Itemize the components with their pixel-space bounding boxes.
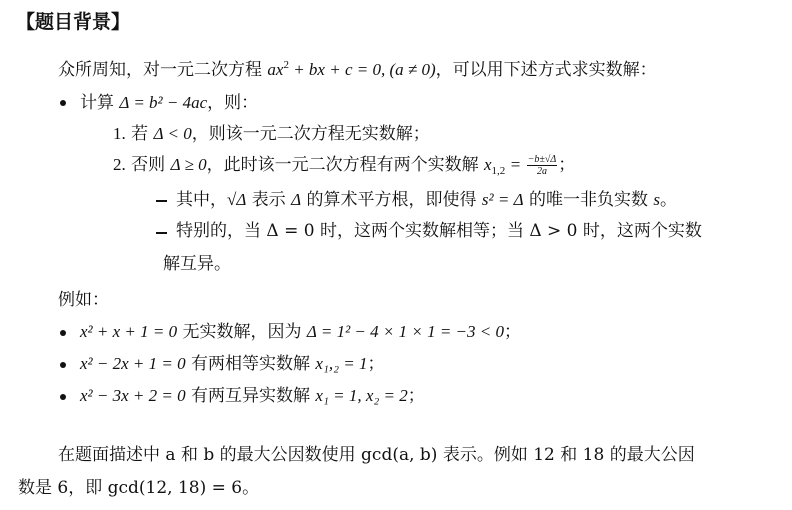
note-equal-roots-cont: 解互异。 xyxy=(163,254,231,274)
gcd-paragraph-cont: 数是 6，即 gcd(12, 18) = 6。 xyxy=(18,478,260,498)
dash-marker xyxy=(156,200,167,202)
intro-trail: ，可以用下述方式求实数解： xyxy=(435,60,657,80)
bullet-dot xyxy=(60,362,66,368)
dash-marker xyxy=(156,232,167,234)
intro-equation: $ax^2$ + bx + c = 0, (a ≠ 0) xyxy=(267,59,436,79)
case-2: 2. 否则 Δ ≥ 0，此时该一元二次方程有两个实数解 $x_{1,2}$ = $\frac{-b\pm√\Delta}{2a}$ ； xyxy=(113,154,576,177)
step-compute: 计算 Δ = b² − 4ac，则： xyxy=(80,93,259,113)
note-equal-roots: 特别的，当 Δ = 0 时，这两个实数解相等；当 Δ > 0 时，这两个实数 xyxy=(176,221,702,241)
discriminant-formula: Δ = b² − 4ac xyxy=(119,93,208,112)
intro-paragraph xyxy=(58,58,657,82)
bullet-dot xyxy=(60,330,66,336)
example-2: x² − 2x + 1 = 0 有两相等实数解 x₁,₂ = 1； xyxy=(80,354,385,374)
gcd-paragraph: 在题面描述中 a 和 b 的最大公因数使用 gcd(a, b) 表示。例如 12 和 18 的最大公因 xyxy=(58,445,695,465)
note-sqrt: 其中，√Δ 表示 Δ 的算术平方根，即使得 s² = Δ 的唯一非负实数 s。 xyxy=(176,190,678,210)
example-1: x² + x + 1 = 0 无实数解，因为 Δ = 1² − 4 × 1 × 1 = −3 < 0； xyxy=(80,322,521,342)
bullet-dot xyxy=(60,100,66,106)
intro-lead: 众所周知，对一元二次方程 xyxy=(58,60,262,80)
bullet-dot xyxy=(60,394,66,400)
examples-label: 例如： xyxy=(58,290,109,310)
section-heading: 【题目背景】 xyxy=(16,11,131,33)
root-fraction: $\frac{-b\pm√\Delta}{2a}$ xyxy=(527,154,557,177)
case-1: 1. 若 Δ < 0，则该一元二次方程无实数解； xyxy=(113,124,430,144)
example-3: x² − 3x + 2 = 0 有两互异实数解 x₁ = 1, x₂ = 2； xyxy=(80,386,425,406)
